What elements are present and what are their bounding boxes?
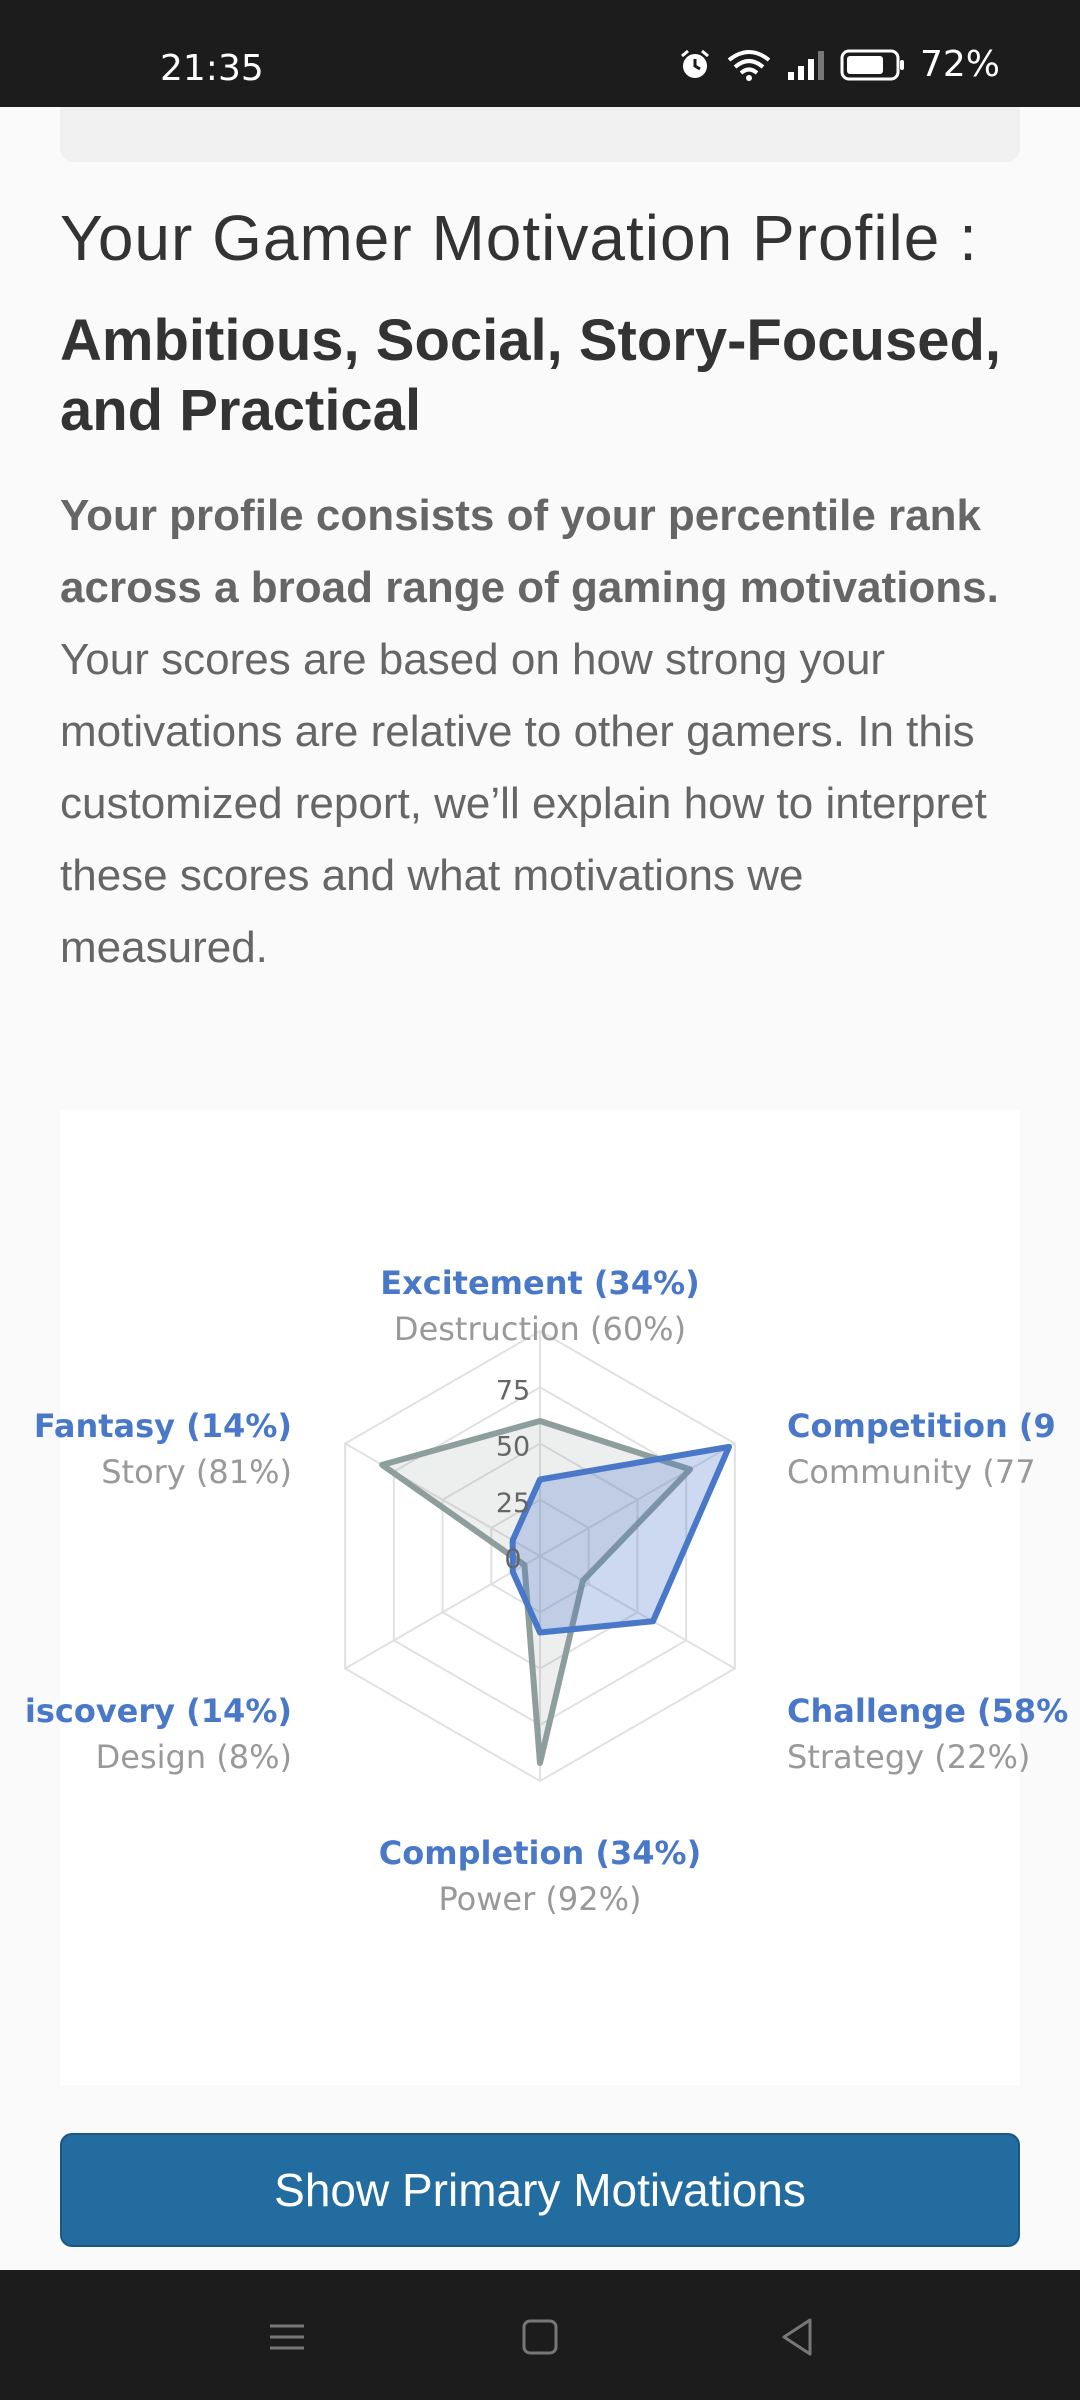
motivation-radar-chart (24, 1110, 1069, 2085)
alarm-icon (678, 48, 712, 82)
signal-icon (786, 48, 826, 82)
menu-icon[interactable] (262, 2312, 312, 2362)
axis-primary-label: iscovery (14%) (24, 1692, 292, 1730)
back-icon[interactable] (772, 2312, 822, 2362)
status-time: 21:35 (160, 48, 264, 89)
page-title: Your Gamer Motivation Profile : (60, 202, 978, 274)
navigation-bar (0, 2270, 1080, 2400)
battery-percent: 72% (919, 44, 1000, 85)
scale-tick-label: 25 (495, 1487, 531, 1519)
axis-primary-label: Competition (9 (787, 1407, 1056, 1445)
axis-secondary-label: Power (92%) (438, 1880, 642, 1918)
axis-primary-label: Challenge (58% (787, 1692, 1069, 1730)
axis-secondary-label: Strategy (22%) (787, 1738, 1031, 1776)
radar-chart-svg (24, 1110, 1069, 2085)
show-primary-motivations-button[interactable]: Show Primary Motivations (60, 2133, 1020, 2247)
axis-primary-label: Excitement (34%) (380, 1264, 700, 1302)
profile-section (60, 200, 1020, 984)
status-bar (0, 0, 1080, 107)
axis-primary-label: Completion (34%) (378, 1834, 702, 1872)
previous-card-bottom (60, 107, 1020, 162)
scale-tick-label: 0 (504, 1544, 522, 1575)
axis-secondary-label: Destruction (60%) (393, 1310, 687, 1348)
profile-description-text: Your scores are based on how strong your motivations are relative to other gamers. In this customized report, we’ll explain how to interpret these scores and what motivations we measured. (60, 635, 987, 972)
axis-secondary-label: Community (77 (787, 1453, 1036, 1491)
profile-description (60, 480, 1020, 984)
wifi-icon (726, 48, 772, 82)
axis-secondary-label: Story (81%) (101, 1453, 292, 1491)
axis-secondary-label: Design (8%) (95, 1738, 292, 1776)
home-icon[interactable] (515, 2312, 565, 2362)
status-icons (678, 44, 1000, 85)
axis-primary-label: Fantasy (14%) (33, 1407, 292, 1445)
scale-tick-label: 50 (495, 1431, 531, 1463)
battery-icon (840, 48, 906, 82)
scale-tick-label: 75 (495, 1375, 531, 1407)
profile-traits: Ambitious, Social, Story-Focused, and Practical (60, 308, 1002, 443)
profile-description-bold: Your profile consists of your percentile rank across a broad range of gaming motivations. (60, 491, 999, 612)
